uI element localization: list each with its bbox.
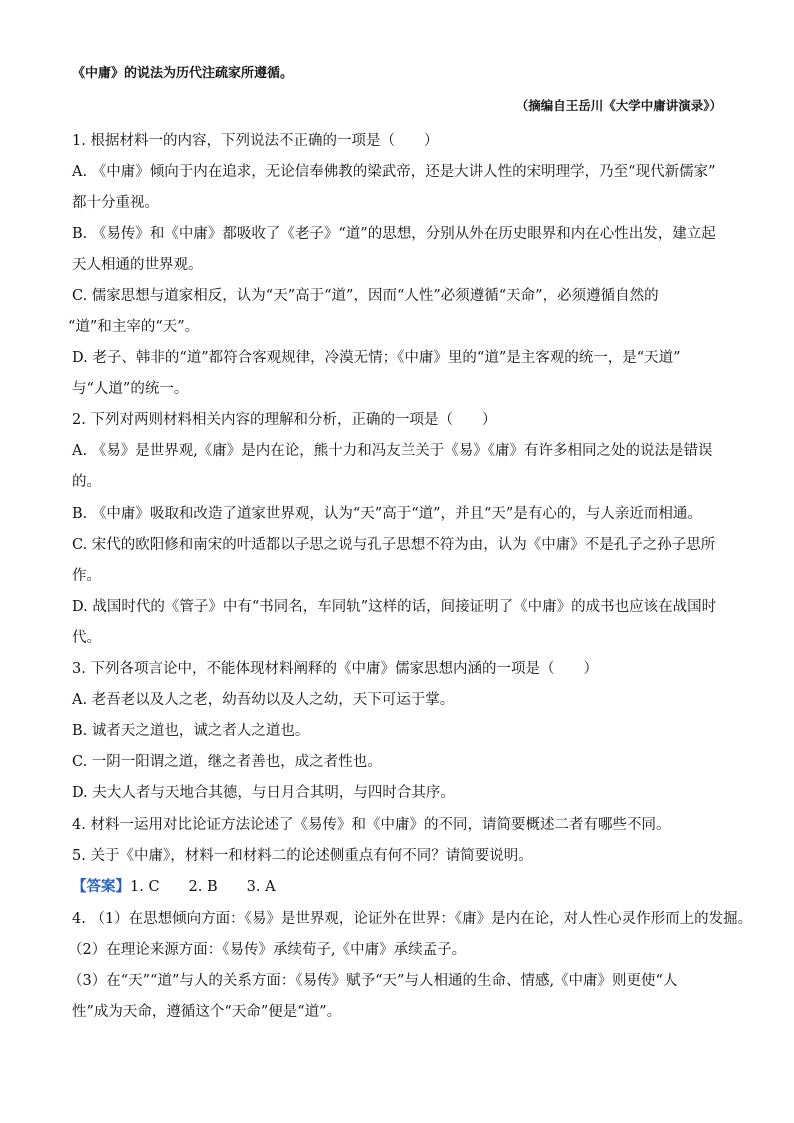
- question-1-option-b: B. 《易传》和《中庸》都吸收了《老子》“道”的思想，分别从外在历史眼界和内在心性出发，建立起: [72, 226, 716, 242]
- question-3-option-b: B. 诚者天之道也，诚之者人之道也。: [72, 723, 310, 739]
- answer-values: 1. C 2. B 3. A: [130, 879, 276, 895]
- question-3-option-a: A. 老吾老以及人之老，幼吾幼以及人之幼，天下可运于掌。: [72, 692, 455, 708]
- question-3-option-d: D. 夫大人者与天地合其德，与日月合其明，与四时合其序。: [72, 785, 455, 801]
- question-1-option-d: D. 老子、韩非的“道”都符合客观规律，冷漠无情；《中庸》里的“道”是主客观的统一，是“天道”: [72, 350, 681, 366]
- question-1-option-a: A. 《中庸》倾向于内在追求，无论信奉佛教的梁武帝，还是大讲人性的宋明理学，乃至“现代新儒家”: [72, 164, 716, 180]
- question-1-option-c-cont: “道”和主宰的“天”。: [68, 319, 200, 335]
- question-1-option-b-cont: 天人相通的世界观。: [72, 257, 203, 273]
- question-2-option-c-cont: 作。: [72, 568, 101, 584]
- answer-4-line-3: （3）在“天”“道”与人的关系方面：《易传》赋予“天”与人相通的生命、情感,《中庸》则更使“人: [68, 973, 678, 989]
- question-2-option-a: A. 《易》是世界观,《庸》是内在论，熊十力和冯友兰关于《易》《庸》有许多相同之处的说法是错误: [72, 443, 713, 459]
- answer-4-line-1: 4. （1）在思想倾向方面：《易》是世界观，论证外在世界：《庸》是内在论，对人性心灵作形而上的发掘。: [72, 911, 753, 927]
- question-3-stem: 3. 下列各项言论中，不能体现材料阐释的《中庸》儒家思想内涵的一项是（ ）: [72, 661, 598, 677]
- question-4-stem: 4. 材料一运用对比论证方法论述了《易传》和《中庸》的不同，请简要概述二者有哪些不同。: [72, 817, 671, 833]
- answer-label: 【答案】: [72, 878, 130, 895]
- question-1-stem: 1. 根据材料一的内容，下列说法不正确的一项是（ ）: [72, 133, 439, 149]
- question-1-option-a-cont: 都十分重视。: [72, 195, 159, 211]
- question-5-stem: 5. 关于《中庸》，材料一和材料二的论述侧重点有何不同？请简要说明。: [72, 848, 533, 864]
- question-2-stem: 2. 下列对两则材料相关内容的理解和分析，正确的一项是（ ）: [72, 412, 497, 428]
- question-2-option-b: B. 《中庸》吸取和改造了道家世界观，认为“天”高于“道”，并且“天”是有心的，与人亲近而相通。: [72, 506, 702, 522]
- answer-line: [72, 877, 276, 897]
- question-2-option-a-cont: 的。: [72, 474, 101, 490]
- question-1-option-d-cont: 与“人道”的统一。: [72, 381, 189, 397]
- question-2-option-c: C. 宋代的欧阳修和南宋的叶适都以子思之说与孔子思想不符为由，认为《中庸》不是孔子之孙子思所: [72, 537, 716, 553]
- answer-4-line-2: （2）在理论来源方面：《易传》承续荀子,《中庸》承续孟子。: [68, 942, 467, 958]
- intro-line: 《中庸》的说法为历代注疏家所遵循。: [72, 66, 294, 81]
- question-2-option-d-cont: 代。: [72, 630, 101, 646]
- question-1-option-c: C. 儒家思想与道家相反，认为“天”高于“道”，因而“人性”必须遵循“天命”，必须遵循自然的: [72, 288, 659, 304]
- question-2-option-d: D. 战国时代的《管子》中有“书同名，车同轨”这样的话，间接证明了《中庸》的成书也应该在战国时: [72, 599, 717, 615]
- answer-4-line-4: 性”成为天命，遵循这个“天命”便是“道”。: [72, 1004, 342, 1020]
- question-3-option-c: C. 一阴一阳谓之道，继之者善也，成之者性也。: [72, 754, 382, 770]
- source-citation: （摘编自王岳川《大学中庸讲演录》）: [515, 98, 722, 113]
